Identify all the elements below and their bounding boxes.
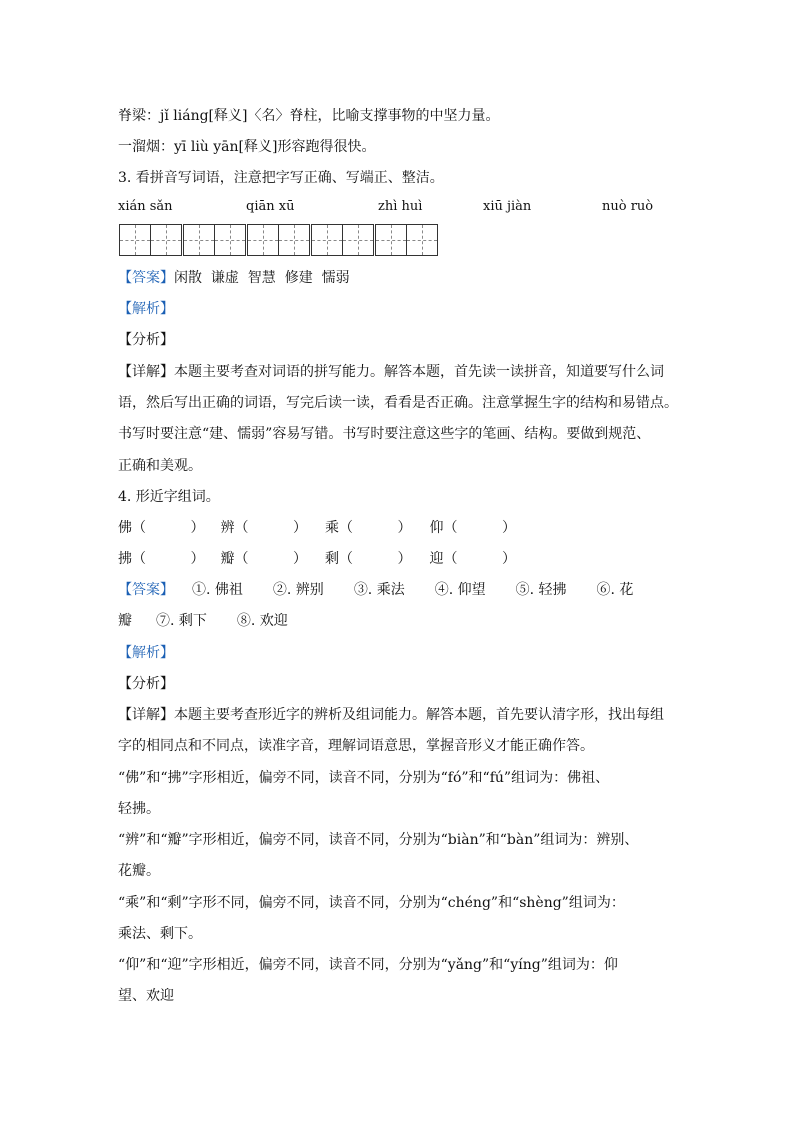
q4-detail-line-9: “仰”和“迎”字形相近，偏旁不同，读音不同，分别为“yǎng”和“yíng”组词为：仰 (118, 957, 618, 973)
q4-fenxi: 【分析】 (118, 676, 174, 692)
q4-answer-item: ②. 辨别 (272, 582, 324, 598)
q3-detail-line-4: 正确和美观。 (118, 458, 202, 474)
q4-answer-item: ⑥. 花 (596, 582, 634, 598)
q4-item: 瓣（ ） (220, 551, 308, 567)
q3-jiexi: 【解析】 (118, 301, 174, 317)
q3-fenxi: 【分析】 (118, 332, 174, 348)
pinyin-1: xián sǎn (118, 199, 173, 214)
pinyin-5: nuò ruò (602, 199, 654, 214)
pinyin-2: qiān xū (246, 199, 295, 214)
q4-answer-item: ⑦. 剩下 (156, 613, 207, 629)
q3-detail-text: 本题主要考查对词语的拼写能力。解答本题，首先读一读拼音，知道要写什么词 (174, 364, 664, 380)
definition-jiliang: 脊梁：jǐ liáng[释义]〈名〉脊柱，比喻支撑事物的中坚力量。 (118, 108, 500, 124)
q4-answer-item: ⑧. 欢迎 (236, 613, 288, 629)
q4-answer-item: ①. 佛祖 (192, 582, 243, 598)
answer-label: 【答案】 (118, 582, 174, 598)
q4-item: 佛（ ） (118, 520, 205, 536)
q4-jiexi: 【解析】 (118, 645, 174, 661)
q4-detail-line-5: “辨”和“瓣”字形相近，偏旁不同，读音不同，分别为“biàn”和“bàn”组词为：辨别、 (118, 832, 639, 848)
writing-grid (119, 224, 439, 256)
q4-item: 乘（ ） (325, 520, 412, 536)
question-4-title: 4. 形近字组词。 (118, 489, 220, 505)
q4-answer-item: ③. 乘法 (353, 582, 405, 598)
pinyin-4: xiū jiàn (483, 199, 532, 214)
q4-detail-line-3: “佛”和“拂”字形相近，偏旁不同，读音不同，分别为“fó”和“fú”组词为：佛祖、 (118, 770, 610, 786)
q4-detail-text: 本题主要考查形近字的辨析及组词能力。解答本题，首先要认清字形，找出每组 (174, 707, 664, 723)
q3-answer (118, 268, 350, 288)
q4-item: 剩（ ） (325, 551, 412, 567)
q4-row-2 (118, 549, 516, 569)
q4-answer-item: ④. 仰望 (434, 582, 486, 598)
q4-detail-line-1 (118, 705, 664, 725)
q4-detail-line-4: 轻拂。 (118, 801, 160, 817)
q3-detail-line-2: 语，然后写出正确的词语，写完后读一读，看看是否正确。注意掌握生字的结构和易错点。 (118, 395, 678, 411)
q4-answer-item: 瓣 (118, 613, 132, 629)
q4-answer-line-2 (118, 611, 288, 631)
word-box-2[interactable] (183, 224, 245, 256)
detail-label: 【详解】 (118, 707, 174, 723)
question-3-title: 3. 看拼音写词语，注意把字写正确、写端正、整洁。 (118, 170, 444, 186)
q4-item: 迎（ ） (429, 551, 517, 567)
q4-item: 拂（ ） (118, 551, 205, 567)
word-box-1[interactable] (119, 224, 181, 256)
q3-detail-line-1 (118, 362, 664, 382)
answer-label: 【答案】 (118, 270, 174, 286)
q4-detail-line-7: “乘”和“剩”字形不同，偏旁不同，读音不同，分别为“chéng”和“shèng”组词为： (118, 895, 625, 911)
q4-detail-line-6: 花瓣。 (118, 863, 160, 879)
detail-label: 【详解】 (118, 364, 174, 380)
q4-detail-line-8: 乘法、剩下。 (118, 926, 202, 942)
q3-detail-line-3: 书写时要注意“建、懦弱”容易写错。书写时要注意这些字的笔画、结构。要做到规范、 (118, 426, 651, 442)
word-box-4[interactable] (311, 224, 373, 256)
word-box-5[interactable] (375, 224, 437, 256)
q4-answer-line-1 (118, 580, 633, 600)
q3-answer-text: 闲散 谦虚 智慧 修建 懦弱 (174, 270, 350, 286)
word-box-3[interactable] (247, 224, 309, 256)
q4-detail-line-10: 望、欢迎 (118, 988, 174, 1004)
definition-yiliuyan: 一溜烟：yī liù yān[释义]形容跑得很快。 (118, 139, 376, 155)
q4-detail-line-2: 字的相同点和不同点，读准字音，理解词语意思，掌握音形义才能正确作答。 (118, 738, 594, 754)
q4-answer-item: ⑤. 轻拂 (515, 582, 567, 598)
pinyin-3: zhì huì (378, 199, 423, 214)
q4-item: 仰（ ） (429, 520, 517, 536)
q4-item: 辨（ ） (220, 520, 308, 536)
q4-row-1 (118, 518, 516, 538)
